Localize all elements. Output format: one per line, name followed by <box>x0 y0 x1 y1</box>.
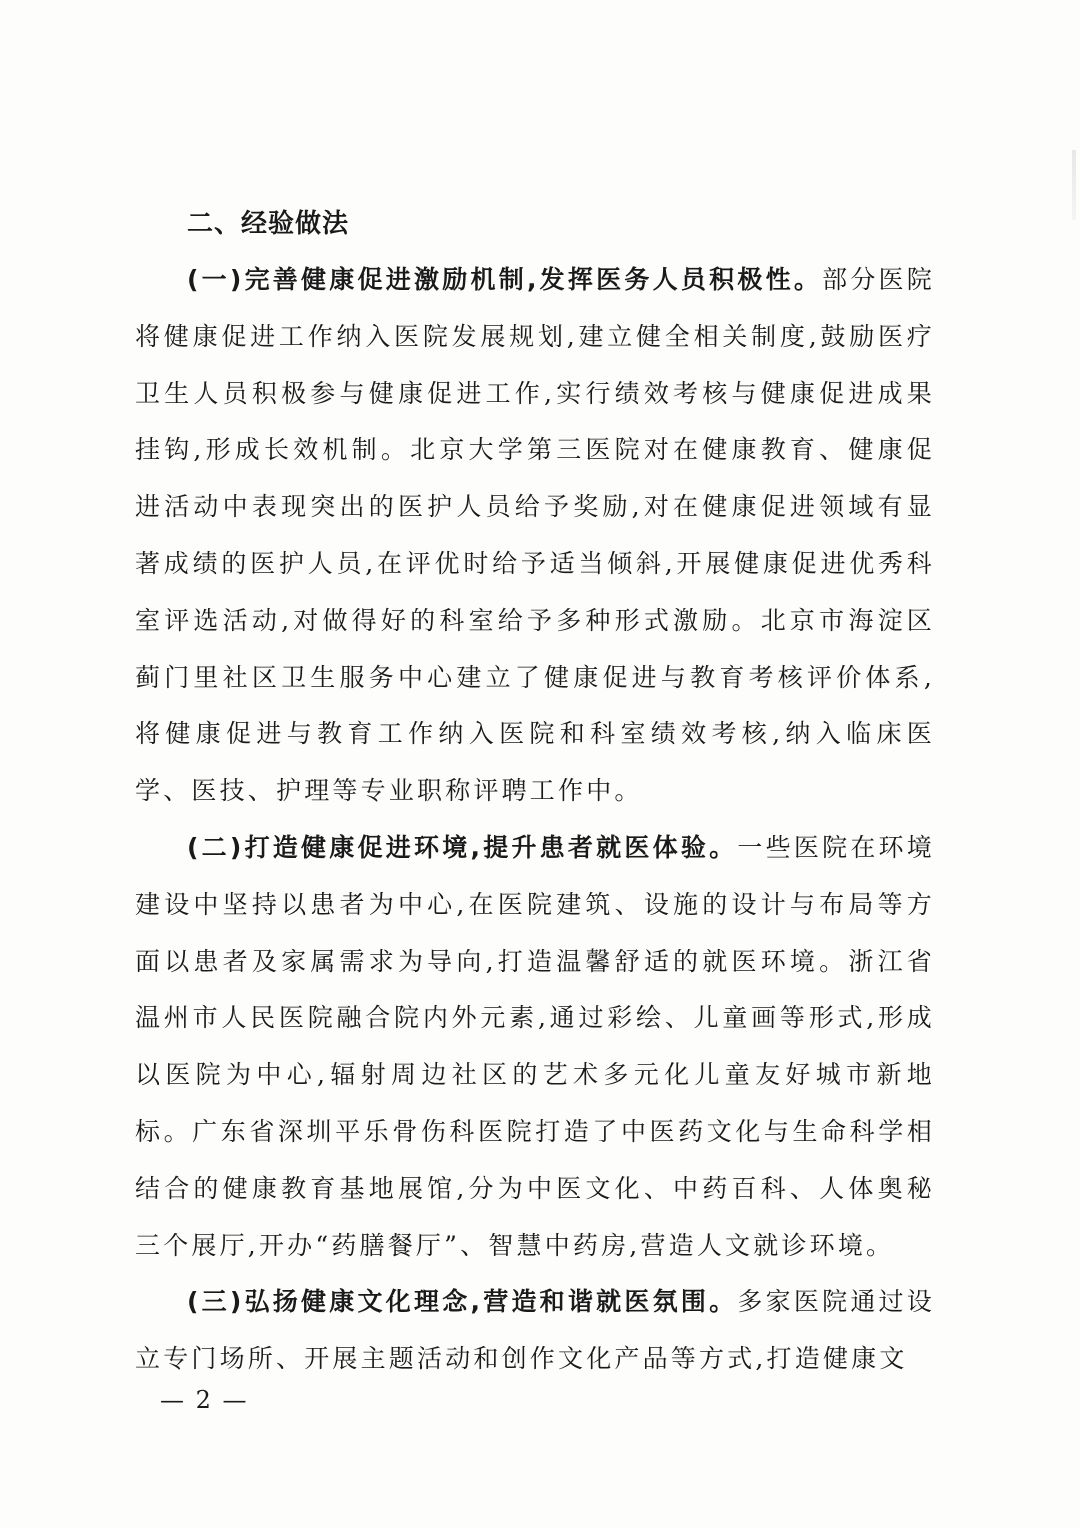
paragraph-3 <box>135 1274 935 1388</box>
paragraph-1 <box>135 252 935 820</box>
paragraph-1-lead: (一)完善健康促进激励机制,发挥医务人员积极性。 <box>187 265 823 294</box>
paragraph-3-text: 多家医院通过设立专门场所、开展主题活动和创作文化产品等方式,打造健康文 <box>135 1287 935 1374</box>
scan-edge-mark <box>1072 150 1076 220</box>
page-number: — 2 — <box>160 1386 249 1414</box>
paragraph-2 <box>135 820 935 1274</box>
paragraph-1-text: 部分医院将健康促进工作纳入医院发展规划,建立健全相关制度,鼓励医疗卫生人员积极参与健康促进工作,实行绩效考核与健康促进成果挂钩,形成长效机制。北京大学第三医院对在健康教育、健康促进活动中表现突出的医护人员给予奖励,对在健康促进领域有显著成绩的医护人员,在评优时给予适当倾斜,开展健康促进优秀科室评选活动,对做得好的科室给予多种形式激励。北京市海淀区蓟门里社区卫生服务中心建立了健康促进与教育考核评价体系,将健康促进与教育工作纳入医院和科室绩效考核,纳入临床医学、医技、护理等专业职称评聘工作中。 <box>135 265 935 806</box>
paragraph-2-lead: (二)打造健康促进环境,提升患者就医体验。 <box>187 832 738 862</box>
paragraph-3-lead: (三)弘扬健康文化理念,营造和谐就医氛围。 <box>187 1287 738 1317</box>
section-heading: 二、经验做法 <box>187 209 350 239</box>
document-body <box>135 196 935 1388</box>
paragraph-2-text: 一些医院在环境建设中坚持以患者为中心,在医院建筑、设施的设计与布局等方面以患者及家属需求为导向,打造温馨舒适的就医环境。浙江省温州市人民医院融合院内外元素,通过彩绘、儿童画等形式,形成以医院为中心,辐射周边社区的艺术多元化儿童友好城市新地标。广东省深圳平乐骨伤科医院打造了中医药文化与生命科学相结合的健康教育基地展馆,分为中医文化、中药百科、人体奥秘三个展厅,开办“药膳餐厅”、智慧中药房,营造人文就诊环境。 <box>135 832 935 1260</box>
